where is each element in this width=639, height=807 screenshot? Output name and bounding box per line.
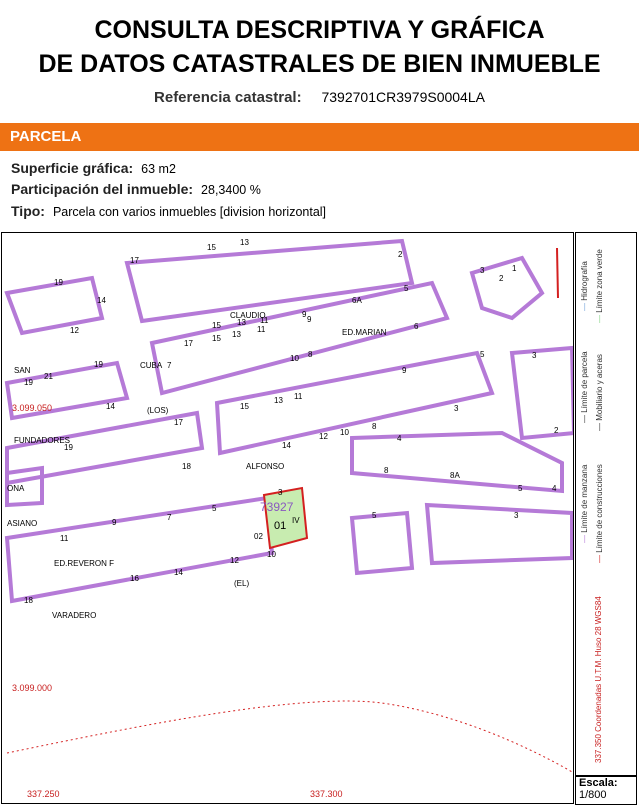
- house-number: 7: [167, 361, 172, 370]
- contour-line: [7, 701, 574, 773]
- legend-green: — Límite zona verde: [595, 249, 604, 323]
- street-label: FUNDADORES: [14, 436, 71, 445]
- reference-row: [0, 89, 639, 106]
- house-number: 11: [257, 325, 266, 334]
- street-labels: [7, 311, 387, 620]
- house-number: 5: [404, 284, 409, 293]
- title-line-2: DE DATOS CATASTRALES DE BIEN INMUEBLE: [38, 50, 601, 78]
- house-number: 15: [240, 402, 249, 411]
- parcel-sub: 01: [274, 520, 287, 532]
- block-outlines: [7, 241, 574, 601]
- house-number: 9: [302, 310, 307, 319]
- house-number: 4: [397, 434, 402, 443]
- legend-parcel: — Límite de parcela: [580, 351, 589, 423]
- legend-construction: — Límite de construcciones: [595, 464, 604, 563]
- legend-furniture: — Mobiliario y aceras: [595, 354, 604, 431]
- house-number: 15: [212, 334, 221, 343]
- house-number: 19: [94, 360, 103, 369]
- house-number: 9: [112, 518, 117, 527]
- house-number: 3: [278, 488, 283, 497]
- reference-label: Referencia catastral:: [154, 89, 302, 106]
- house-number: 12: [230, 556, 239, 565]
- block-8a: [352, 433, 562, 491]
- house-number: 9: [307, 315, 312, 324]
- surface-label: Superficie gráfica:: [11, 160, 134, 176]
- street-label: CUBA: [140, 361, 163, 370]
- section-bar: [0, 123, 639, 151]
- title-line-1: CONSULTA DESCRIPTIVA Y GRÁFICA: [94, 16, 545, 44]
- block-3: [427, 505, 572, 563]
- surface-row: [11, 160, 176, 176]
- block-5: [352, 513, 412, 573]
- house-number: 5: [518, 484, 523, 493]
- tipo-row: [11, 203, 326, 219]
- house-number: 5: [480, 350, 485, 359]
- house-number: 11: [294, 392, 303, 401]
- parcel-ref: 73927: [260, 500, 294, 514]
- street-label: (EL): [234, 579, 250, 588]
- hydro-line: [557, 248, 558, 298]
- coord-label: 337.250: [27, 789, 60, 799]
- house-number: 15: [212, 321, 221, 330]
- house-number: 16: [130, 574, 139, 583]
- cadastral-map[interactable]: [1, 232, 574, 804]
- house-number: 1: [512, 264, 517, 273]
- parcel-highlight: [264, 488, 307, 548]
- house-number: 17: [174, 418, 183, 427]
- scale-value: 1/800: [579, 789, 607, 801]
- house-number: 4: [552, 484, 557, 493]
- tipo-label: Tipo:: [11, 203, 45, 219]
- street-label: SAN: [14, 366, 31, 375]
- coord-label: 337.300: [310, 789, 343, 799]
- coordinate-labels: [12, 403, 343, 799]
- block-right: [512, 348, 574, 438]
- legend-coordinates: 337.350 Coordenadas U.T.M. Huso 28 WGS84: [594, 596, 603, 763]
- reference-value: 7392701CR3979S0004LA: [321, 89, 485, 105]
- house-number: 15: [207, 243, 216, 252]
- house-number: 3: [514, 511, 519, 520]
- house-number: 17: [130, 256, 139, 265]
- participation-label: Participación del inmueble:: [11, 181, 194, 197]
- street-label: VARADERO: [52, 611, 97, 620]
- house-number: 3: [454, 404, 459, 413]
- house-number: 5: [372, 511, 377, 520]
- house-number: 9: [402, 366, 407, 375]
- house-number: 18: [24, 596, 33, 605]
- block-top: [127, 241, 412, 321]
- house-number: 8: [384, 466, 389, 475]
- legend-block: — Límite de manzana: [580, 464, 589, 543]
- coord-label: 3.099.000: [12, 683, 53, 693]
- house-number: 8: [308, 350, 313, 359]
- map-legend: [575, 232, 637, 776]
- house-number: 7: [167, 513, 172, 522]
- street-label: ED.REVERON F: [54, 559, 115, 568]
- house-number: 6A: [352, 296, 362, 305]
- house-number: 13: [240, 238, 249, 247]
- house-number: 14: [106, 402, 115, 411]
- section-title: PARCELA: [10, 128, 82, 145]
- house-number: 10: [290, 354, 299, 363]
- house-number: 11: [260, 316, 269, 325]
- street-label: ASIANO: [7, 519, 38, 528]
- tipo-value: Parcela con varios inmuebles [division horizontal]: [52, 205, 327, 219]
- block-reveron: [7, 498, 272, 601]
- house-number: 8A: [450, 471, 460, 480]
- house-number: 2: [499, 274, 504, 283]
- house-number: 18: [182, 462, 191, 471]
- house-number: 3: [480, 266, 485, 275]
- house-number: 19: [64, 443, 73, 452]
- house-number: 19: [54, 278, 63, 287]
- participation-value: 28,3400 %: [201, 183, 261, 197]
- house-number: 13: [274, 396, 283, 405]
- house-number: 8: [372, 422, 377, 431]
- house-number: 6: [414, 322, 419, 331]
- scale-box: [575, 776, 637, 805]
- participation-row: [11, 181, 261, 197]
- house-number: 13: [237, 318, 246, 327]
- house-number: 10: [340, 428, 349, 437]
- street-label: ED.MARIAN: [342, 328, 387, 337]
- house-number: 14: [97, 296, 106, 305]
- surface-value: 63 m2: [141, 162, 176, 176]
- house-number: 10: [267, 550, 276, 559]
- house-number: 14: [174, 568, 183, 577]
- legend-hydro: — Hidrografía: [580, 261, 589, 311]
- house-number: 17: [184, 339, 193, 348]
- house-number: 13: [232, 330, 241, 339]
- house-number: 19: [24, 378, 33, 387]
- street-label: ALFONSO: [246, 462, 285, 471]
- street-label: ONA: [7, 484, 25, 493]
- house-number: 02: [254, 532, 263, 541]
- house-number: 14: [282, 441, 291, 450]
- house-number: 5: [212, 504, 217, 513]
- map-svg: [2, 233, 574, 804]
- house-number: 12: [70, 326, 79, 335]
- house-number: 2: [398, 250, 403, 259]
- house-number: 12: [319, 432, 328, 441]
- parcel-roman: IV: [292, 516, 300, 525]
- house-number: 11: [60, 534, 69, 543]
- house-number: 2: [554, 426, 559, 435]
- house-number: 21: [44, 372, 53, 381]
- street-label: CLAUDIO: [230, 311, 266, 320]
- block-fundadores: [7, 413, 202, 483]
- scale-label: Escala:: [579, 777, 618, 789]
- house-number: 3: [532, 351, 537, 360]
- street-label: (LOS): [147, 406, 169, 415]
- coord-label: 3.099.050: [12, 403, 53, 413]
